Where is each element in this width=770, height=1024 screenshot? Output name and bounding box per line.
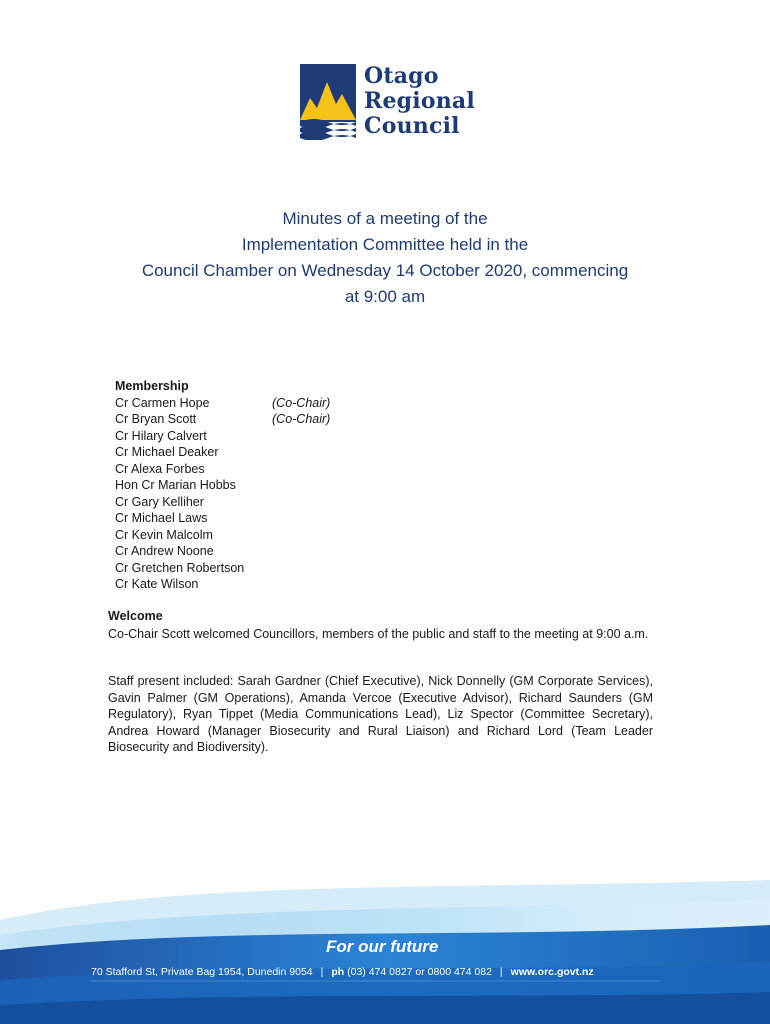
member-name: Cr Kate Wilson [115,577,199,591]
member-role: (Co-Chair) [272,395,331,410]
orc-logo [300,63,475,140]
membership-heading: Membership [115,379,189,393]
staff-present-paragraph: Staff present included: Sarah Gardner (Chief Executive), Nick Donnelly (GM Corporate Services), Gavin Palmer (GM Operations), Amanda Vercoe (Executive Advisor), Richard Saunders (GM Regulatory), Ryan Tippet (Media Communications Lead), Liz Spector (Committee Secretary), Andrea Howard (Manager Biosecurity and Rural Liaison) and Richard Lord (Team Leader Biosecurity and Biodiversity). [108,674,653,754]
member-name: Cr Kevin Malcolm [115,527,213,542]
title-line-1: Minutes of a meeting of the [282,209,488,228]
title-line-2: Implementation Committee held in the [241,235,529,254]
member-row [115,477,375,494]
member-name: Cr Alexa Forbes [115,461,205,476]
membership-list [115,378,375,593]
member-name: Cr Gretchen Robertson [115,560,245,575]
footer-website[interactable]: www.orc.govt.nz [510,966,594,978]
member-rows [115,395,375,593]
footer-contact [91,966,594,978]
member-row [115,395,375,412]
welcome-heading: Welcome [108,609,163,623]
member-name: Cr Hilary Calvert [115,428,207,443]
member-row [115,560,375,577]
logo-word-2: Regional [364,88,475,114]
logo-word-1: Otago [364,63,439,89]
member-row [115,444,375,461]
member-name: Hon Cr Marian Hobbs [115,478,236,492]
member-row [115,461,375,478]
member-row [115,428,375,445]
title-line-4: at 9:00 am [344,287,426,306]
member-row [115,510,375,527]
member-name: Cr Gary Kelliher [115,494,204,509]
document-title [60,206,710,310]
footer-banner [0,880,770,1024]
member-row [115,527,375,544]
member-name: Cr Michael Deaker [115,445,219,459]
member-name: Cr Michael Laws [115,511,208,525]
member-row [115,494,375,511]
logo-mark-icon [300,64,358,140]
member-role: (Co-Chair) [272,412,331,426]
member-row [115,576,375,593]
footer-phone: (03) 474 0827 or 0800 474 082 [347,966,492,978]
member-row [115,543,375,560]
logo-wordmark [364,64,475,139]
member-name: Cr Andrew Noone [115,544,214,558]
logo-word-3: Council [364,113,460,139]
footer-address: 70 Stafford St, Private Bag 1954, Dunedin 9054 [91,966,313,978]
member-name: Cr Carmen Hope [115,395,210,410]
footer-separator: | [320,966,324,978]
title-line-3: Council Chamber on Wednesday 14 October 2020, commencing [141,261,629,280]
welcome-paragraph: Co-Chair Scott welcomed Councillors, members of the public and staff to the meeting at 9:00 a.m. [108,627,649,641]
footer-phone-prefix: ph [331,966,345,978]
member-name: Cr Bryan Scott [115,412,197,426]
footer-separator-2: | [499,966,503,978]
member-row [115,411,375,428]
footer-tagline: For our future [326,937,439,956]
